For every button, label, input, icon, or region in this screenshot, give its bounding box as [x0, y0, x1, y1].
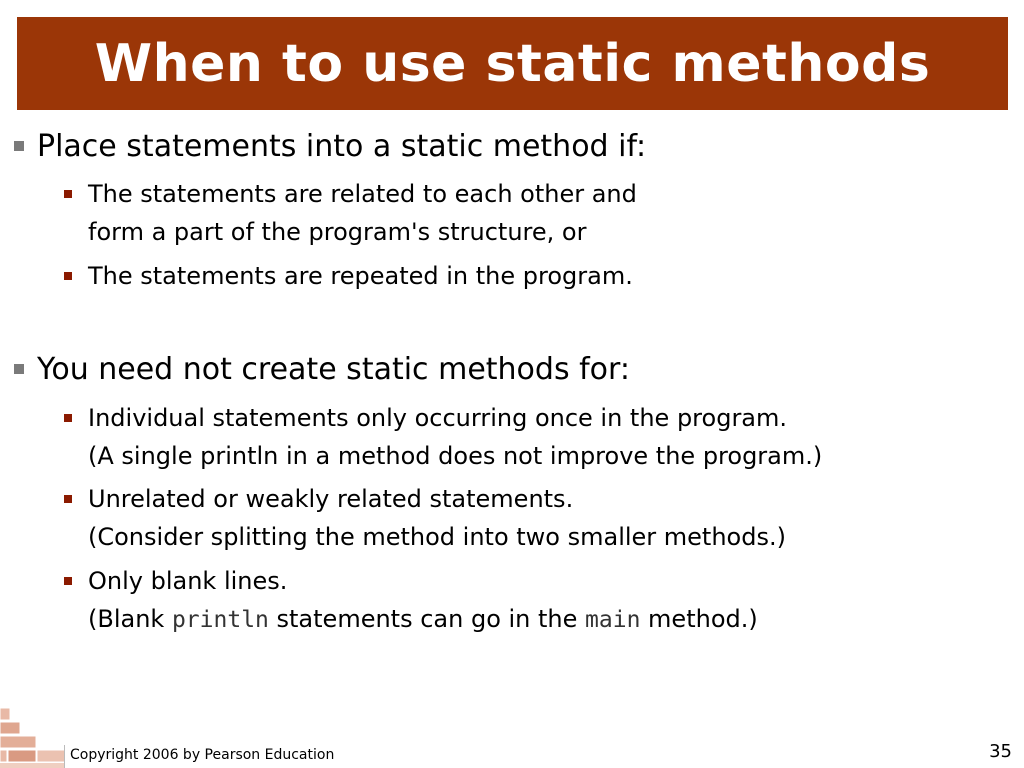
- slide-title: When to use static methods: [94, 33, 931, 94]
- section-1-heading-text: Place statements into a static method if:: [37, 129, 647, 164]
- text-fragment: (Blank: [88, 605, 172, 633]
- bullet-item: [64, 562, 758, 639]
- text-fragment: method.): [640, 605, 758, 633]
- square-bullet-icon: [64, 414, 72, 422]
- page-number: 35: [989, 741, 1012, 762]
- section-2-heading-text: You need not create static methods for:: [37, 352, 630, 387]
- copyright-text: Copyright 2006 by Pearson Education: [70, 747, 335, 763]
- bullet-section-2-heading: [14, 352, 630, 388]
- bullet-item-line: (Consider splitting the method into two smaller methods.): [88, 523, 786, 551]
- bullet-item-line: (A single println in a method does not improve the program.): [88, 442, 823, 470]
- code-println: println: [171, 607, 269, 633]
- bullet-item-line: Only blank lines.: [88, 567, 288, 595]
- bullet-item-line: The statements are related to each other and: [88, 180, 637, 208]
- bullet-item-line: Individual statements only occurring once in the program.: [88, 404, 788, 432]
- bullet-item-line: form a part of the program's structure, or: [88, 218, 587, 246]
- bullet-section-1-heading: [14, 129, 646, 165]
- footer-divider: [64, 745, 65, 768]
- text-fragment: statements can go in the: [268, 605, 586, 633]
- bullet-item: [64, 175, 637, 251]
- bullet-item: [64, 399, 822, 475]
- square-bullet-icon: [64, 577, 72, 585]
- bullet-item: [64, 257, 633, 295]
- square-bullet-icon: [64, 190, 72, 198]
- square-bullet-icon: [64, 495, 72, 503]
- square-bullet-icon: [64, 272, 72, 280]
- brick-logo-icon: [0, 706, 70, 768]
- bullet-item-line: The statements are repeated in the program.: [88, 262, 633, 290]
- bullet-item-line: [64, 600, 758, 639]
- square-bullet-icon: [14, 141, 24, 151]
- square-bullet-icon: [14, 364, 24, 374]
- code-main: main: [585, 607, 641, 633]
- bullet-item-line: Unrelated or weakly related statements.: [88, 485, 574, 513]
- bullet-item: [64, 480, 786, 556]
